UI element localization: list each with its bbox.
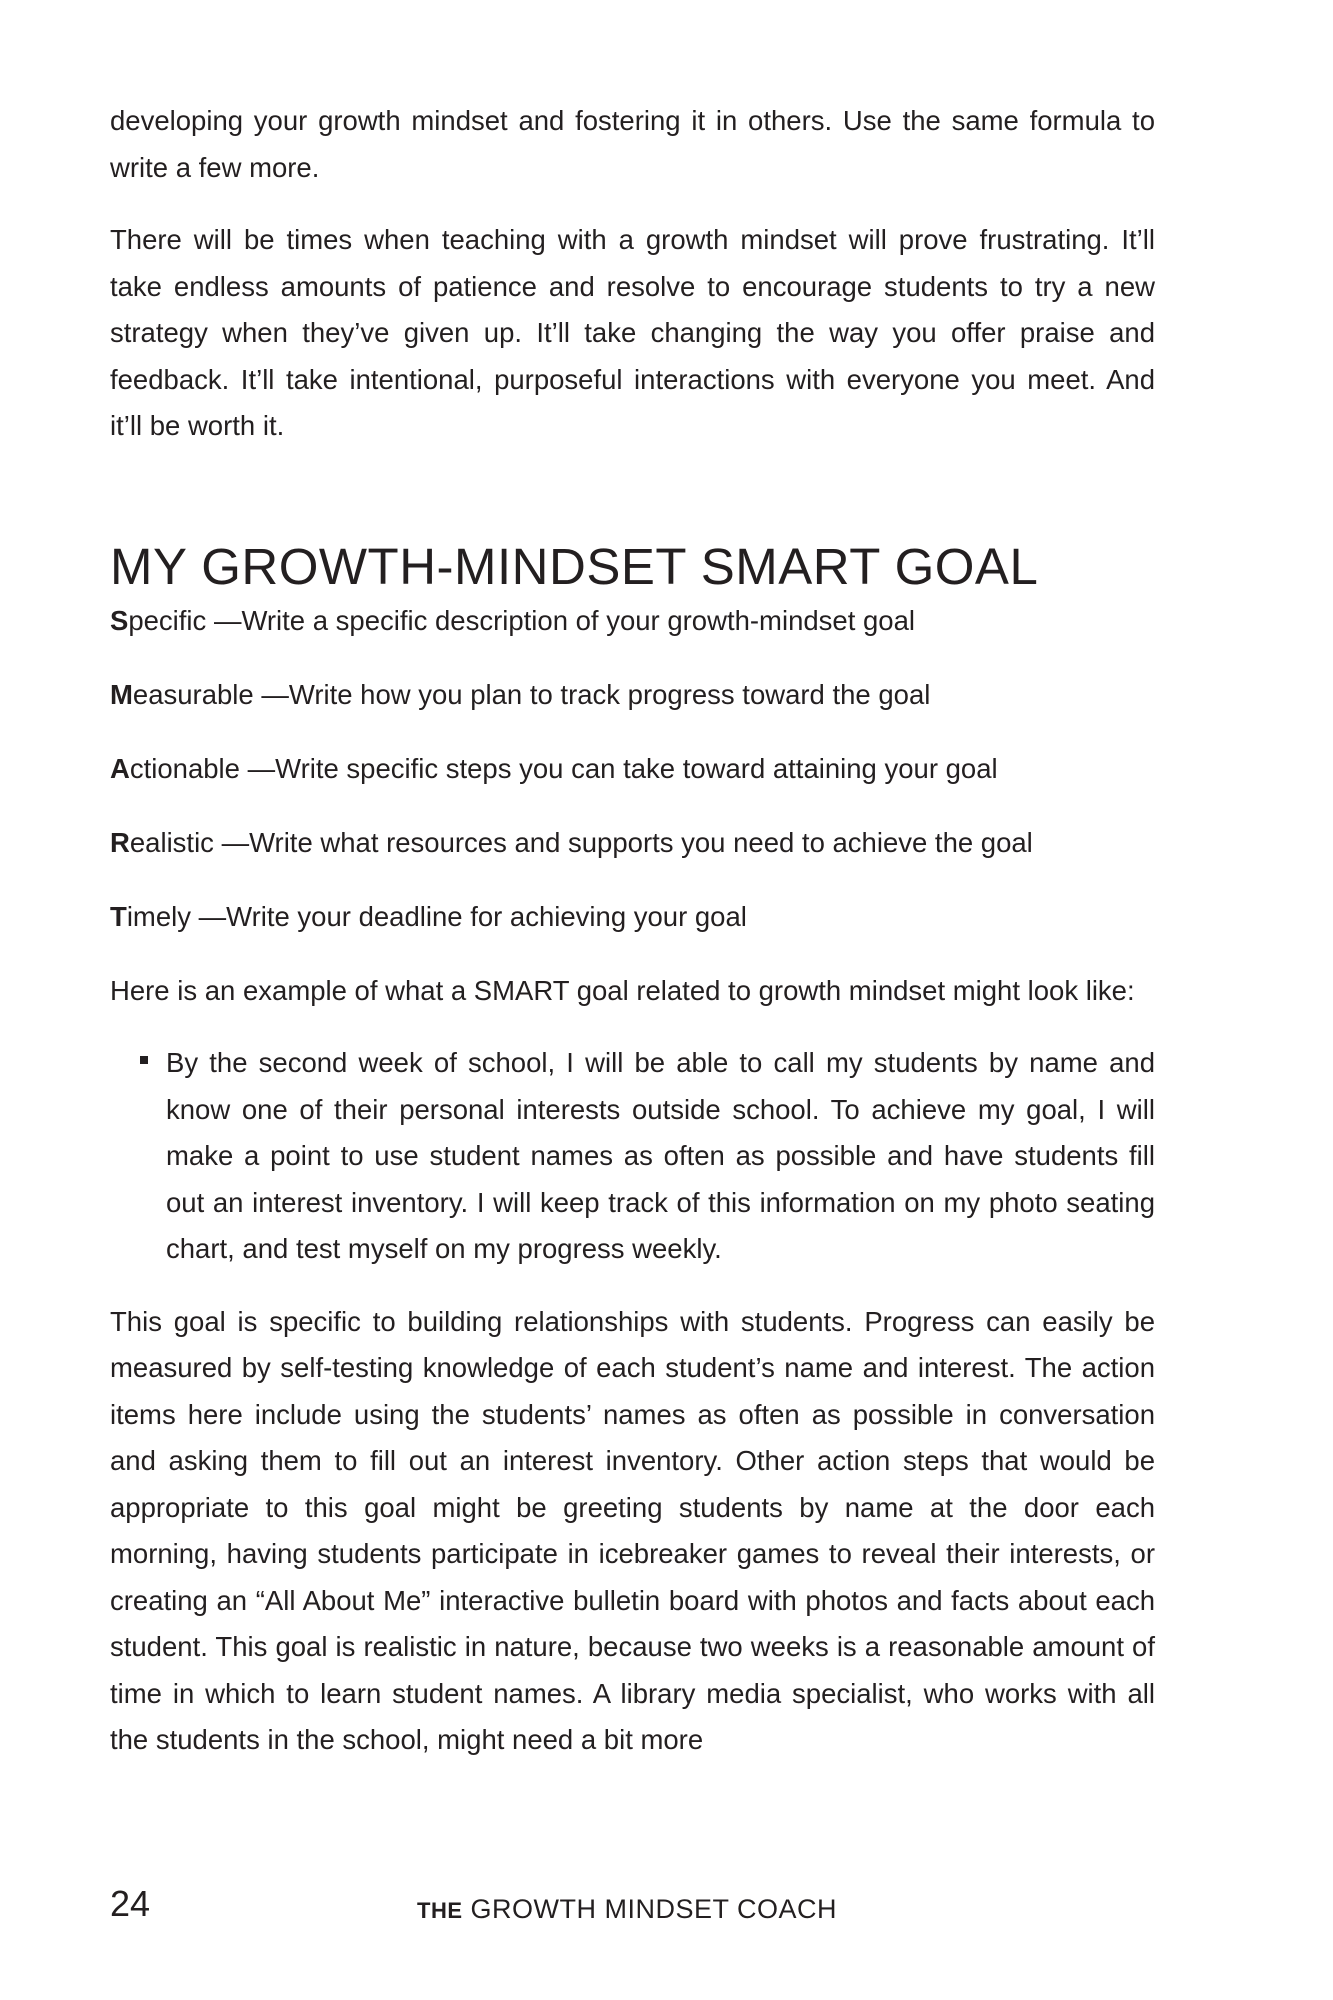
- smart-letter: S: [110, 604, 129, 636]
- em-dash: —: [198, 900, 227, 932]
- paragraph-continuation: developing your growth mindset and fostering it in others. Use the same formula to write a few more.: [110, 105, 1155, 183]
- em-dash: —: [261, 678, 289, 710]
- paragraph-frustration: There will be times when teaching with a growth mindset will prove frustrating. It’ll take endless amounts of patience and resolve to encourage students to try a new strategy when they’ve given up. It’ll take changing the way you offer praise and feedback. It’ll take intentional, purposeful interactions with everyone you meet. And it’ll be worth it.: [110, 224, 1155, 441]
- em-dash: —: [221, 826, 250, 858]
- page-footer: [110, 1882, 1155, 1932]
- smart-letter: M: [110, 678, 133, 710]
- smart-description: Write specific steps you can take toward attaining your goal: [275, 752, 998, 784]
- smart-item-measurable: [110, 672, 1155, 719]
- smart-description: Write your deadline for achieving your goal: [226, 900, 747, 932]
- running-head-prefix: THE: [417, 1898, 463, 1923]
- smart-description: Write how you plan to track progress toward the goal: [288, 678, 931, 710]
- square-bullet-icon: [140, 1056, 148, 1064]
- section-heading: MY GROWTH-MINDSET SMART GOAL: [110, 537, 1039, 595]
- smart-letter: T: [110, 900, 127, 932]
- smart-word-rest: easurable: [132, 678, 254, 710]
- smart-word-rest: ctionable: [129, 752, 240, 784]
- page-body: [110, 98, 1155, 1790]
- em-dash: —: [213, 604, 242, 636]
- smart-word-rest: ealistic: [129, 826, 214, 858]
- smart-word-rest: pecific: [128, 604, 207, 636]
- page-number: 24: [110, 1883, 151, 1924]
- list-item: [110, 1040, 1155, 1273]
- running-head: [417, 1892, 837, 1928]
- smart-word-rest: imely: [126, 900, 191, 932]
- smart-item-actionable: [110, 746, 1155, 793]
- smart-item-specific: [110, 598, 1155, 645]
- em-dash: —: [247, 752, 276, 784]
- smart-description: Write what resources and supports you need to achieve the goal: [249, 826, 1033, 858]
- smart-letter: A: [110, 752, 130, 784]
- smart-description: Write a specific description of your growth-mindset goal: [241, 604, 915, 636]
- smart-item-timely: [110, 894, 1155, 941]
- paragraph-closing: This goal is specific to building relationships with students. Progress can easily be measured by self-testing knowledge of each student’s name and interest. The action items here include using the students’ names as often as possible in conversation and asking them to fill out an interest inventory. Other action steps that would be appropriate to this goal might be greeting students by name at the door each morning, having students participate in icebreaker games to reveal their interests, or creating an “All About Me” interactive bulletin board with photos and facts about each student. This goal is realistic in nature, because two weeks is a reasonable amount of time in which to learn student names. A library media specialist, who works with all the students in the school, might need a bit more: [110, 1305, 1155, 1755]
- smart-item-realistic: [110, 820, 1155, 867]
- paragraph-example-intro: Here is an example of what a SMART goal related to growth mindset might look like:: [110, 974, 1135, 1006]
- bullet-text: By the second week of school, I will be able to call my students by name and know one of their personal interests outside school. To achieve my goal, I will make a point to use student names as often as possible and have students fill out an interest inventory. I will keep track of this information on my photo seating chart, and test myself on my progress weekly.: [166, 1047, 1155, 1264]
- running-head-title: GROWTH MINDSET COACH: [470, 1894, 838, 1924]
- smart-letter: R: [110, 826, 130, 858]
- example-bullet-list: [110, 1040, 1155, 1273]
- smart-list: [110, 598, 1155, 941]
